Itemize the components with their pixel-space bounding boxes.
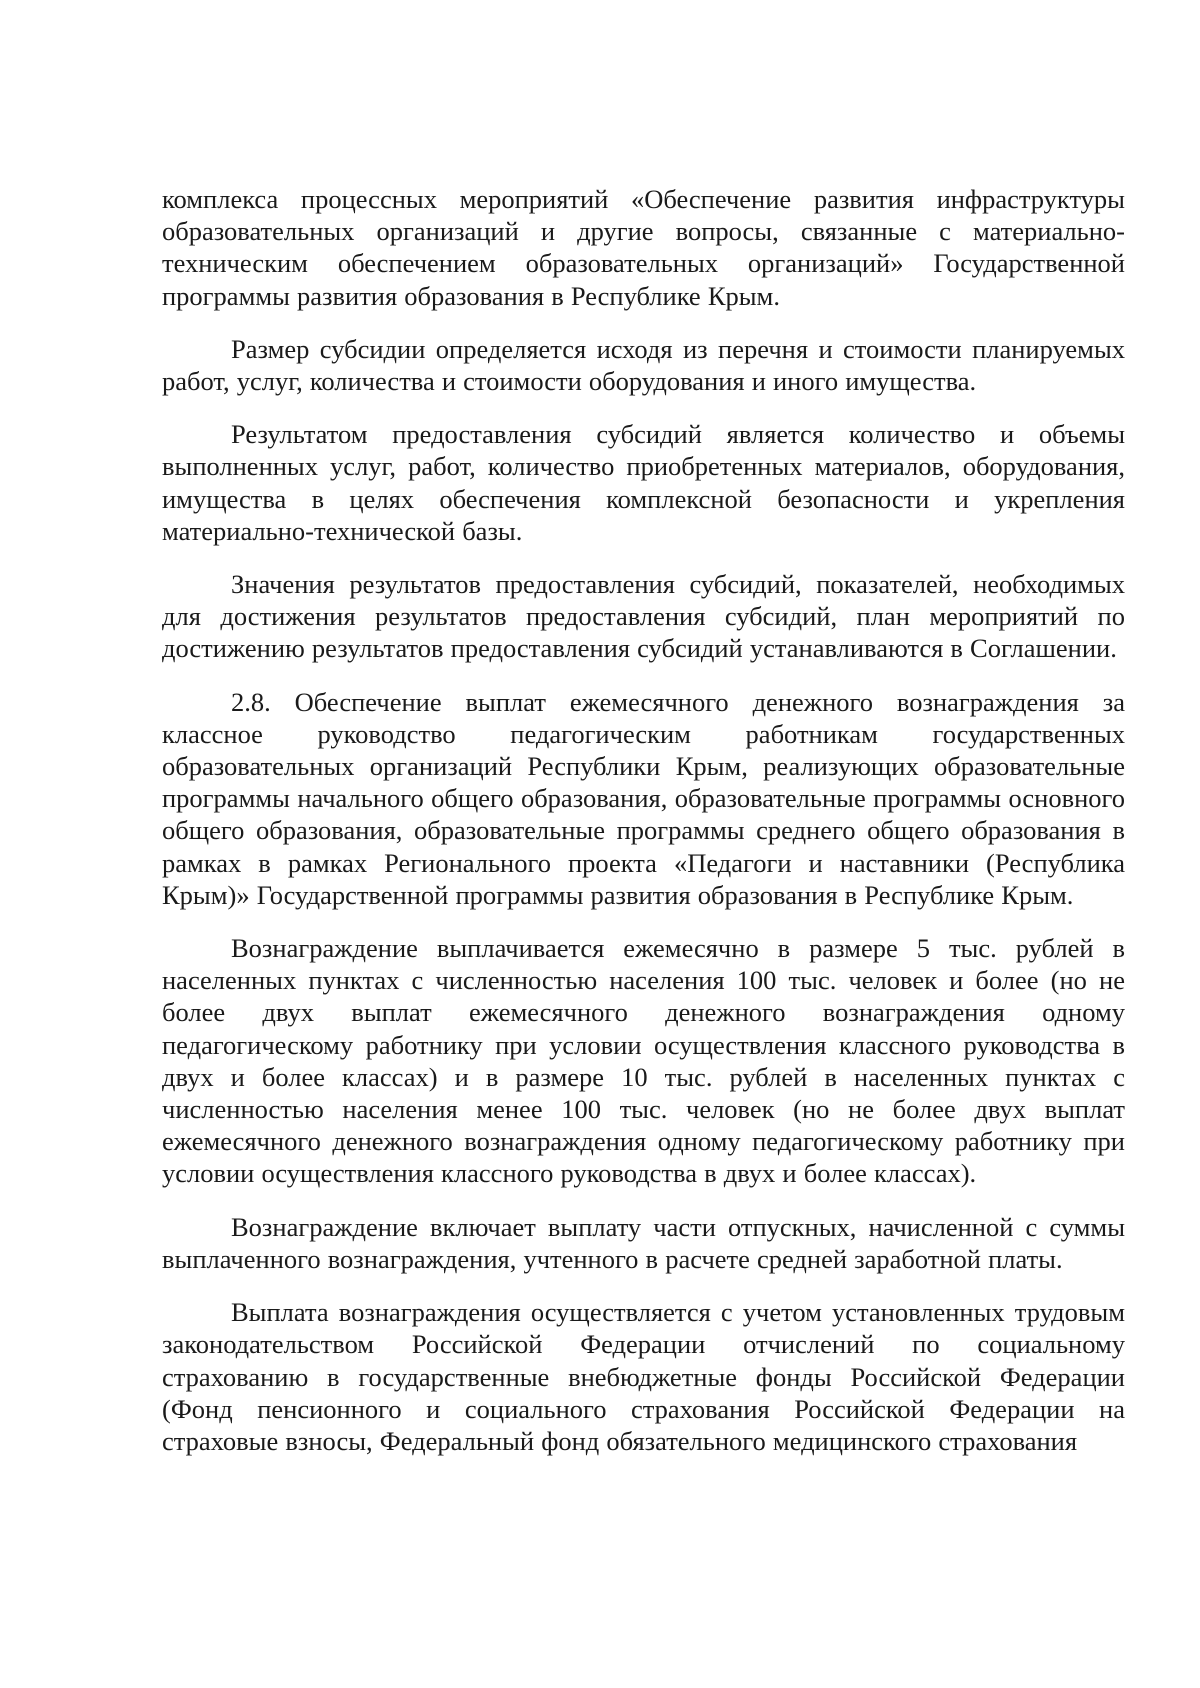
paragraph-section-2-8: 2.8. Обеспечение выплат ежемесячного денежного вознаграждения за классное руководство педагогическим работникам государственных образовательных организаций Республики Крым, реализующих образовательные программы начального общего образования, образовательные программы основного общего образования, образовательные программы среднего общего образования в рамках в рамках Регионального проекта «Педагоги и наставники (Республика Крым)» Государственной программы развития образования в Республике Крым. [162,686,1125,910]
paragraph-reward-payment: Выплата вознаграждения осуществляется с учетом установленных трудовым законодательством Российской Федерации отчислений по социальному страхованию в государственные внебюджетные фонды Российской Федерации (Фонд пенсионного и социального страхования Российской Федерации на страховые взносы, Федеральный фонд обязательного медицинского страхования [162,1297,1125,1456]
paragraph-subsidy-size: Размер субсидии определяется исходя из перечня и стоимости планируемых работ, услуг, количества и стоимости оборудования и иного имущества. [162,333,1125,397]
paragraph-reward-vacation: Вознаграждение включает выплату части отпускных, начисленной с суммы выплаченного вознаграждения, учтенного в расчете средней заработной платы. [162,1211,1125,1274]
paragraph-reward-amount: Вознаграждение выплачивается ежемесячно в размере 5 тыс. рублей в населенных пунктах с численностью населения 100 тыс. человек и более (но не более двух выплат ежемесячного денежного вознаграждения одному педагогическому работнику при условии осуществления классного руководства в двух и более классах) и в размере 10 тыс. рублей в населенных пунктах с численностью населения менее 100 тыс. человек (но не более двух выплат ежемесячного денежного вознаграждения одному педагогическому работнику при условии осуществления классного руководства в двух и более классах). [162,933,1125,1189]
paragraph-continuation: комплекса процессных мероприятий «Обеспечение развития инфраструктуры образовательных организаций и другие вопросы, связанные с материально-техническим обеспечением образовательных организаций» Государственной программы развития образования в Республике Крым. [162,184,1125,311]
paragraph-subsidy-result: Результатом предоставления субсидий является количество и объемы выполненных услуг, работ, количество приобретенных материалов, оборудования, имущества в целях обеспечения комплексной безопасности и укрепления материально-технической базы. [162,419,1125,546]
paragraph-result-values: Значения результатов предоставления субсидий, показателей, необходимых для достижения результатов предоставления субсидий, план мероприятий по достижению результатов предоставления субсидий устанавливаются в Соглашении. [162,569,1125,664]
document-body [162,183,1125,1478]
